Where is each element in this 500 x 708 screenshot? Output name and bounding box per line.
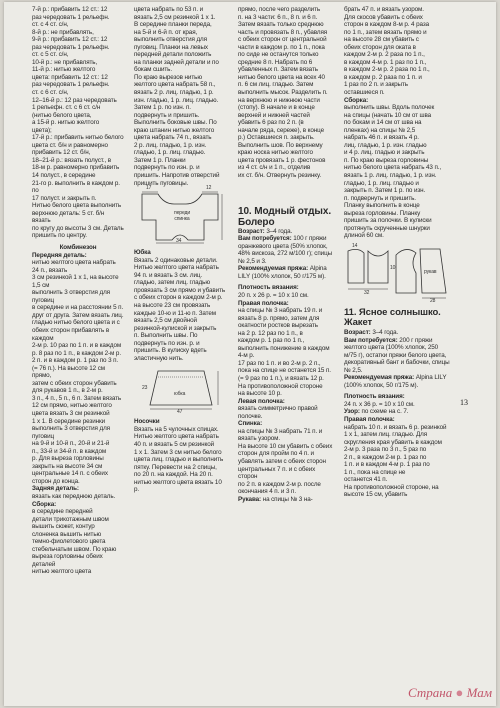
- bolero-label-14: 14: [352, 242, 358, 249]
- column-4: [344, 6, 450, 499]
- jacket-opposite-side: На противоположной стороне, на высоте 15 см, убавить: [344, 483, 439, 499]
- bolero-yarn: Рекомендуемая пряжа: Alpina LILY (100% хлопок, 50 г/175 м).: [238, 265, 327, 280]
- front-part-text: нитью желтого цвета набрать 24 п., вязать 3 см резинкой 1 х 1, на высоте 1,5 см выполнить 3 отверстия для пуговиц в середине и на расстоянии 5 п. друг от друга. Затем вязать лиц. гладью нитью белого цвета и с обеих сторон прибавлять в каждом 2-м р. 10 раз по 1 п. и в каждом р. 8 раз по 1 п., в каждом 2-м р. 2 п. и в каждом р. 1 раз по 3 п. (= 76 п.). На высоте 12 см прямо, затем с обеих сторон убавить для рукавов 1 п., в 2-м р. 3 п., 4 п., 5 п., 6 п. Затем вязать 12 см прямо, нитью желтого цвета вязать 3 см резинкой 1 х 1. В середине резинки выполнить 3 отверстия для пуговиц на 9-й и 10-й п., 20-й и 21-й п., 33-й и 34-й п. в каждом р. Для выреза горловины закрыть на высоте 34 см центральные 14 п. с обеих сторон до конца.: [32, 259, 124, 485]
- right-front-title: Правая полочка:: [238, 299, 289, 307]
- assembly-title: Сборка:: [32, 500, 57, 508]
- jacket-yarn: Рекомендуемая пряжа: Alpina LILY (100% хлопок, 50 г/175 м).: [344, 374, 447, 389]
- col3-intro: прямо, после чего разделить п. на 3 части: 6 п., 8 п. и 6 п. Затем вязать только среднюю часть и провязать 8 п., убавляя с обеих сторон от центральной части в каждом р. по 1 п., пока по сиде не останутся только средние 8 п. Набрать по 6 убавленных п. Затем вязать нитью белого цвета на всех 40 п. 6 см лиц. гладью. Затем выполнить мысок. Разделить п. на верхнюю и нижнюю части (стопу). В начале и в конце верхней и нижней частей убавить 6 раз по 2 п. (в начале ряда, сереже), в конце р.) Оставшиеся п. закрыть. Выполнить шов. По верхнему краю носка нитью желтого цвета провязать 1 р. фестонов из 4 ст. с/н и 1 п., отделив их ст. б/н. Отвернуть резинку.: [238, 6, 328, 180]
- bolero-age: Возраст: 3–4 года.: [238, 227, 293, 235]
- page-number: 13: [460, 398, 468, 407]
- left-front-text: вязать симметрично правой полочке.: [238, 405, 318, 420]
- jumpsuit-pattern-sketch: [134, 185, 226, 246]
- section-title-bolero: 10. Модный отдых. Болеро: [238, 205, 331, 228]
- column-1: [32, 6, 124, 576]
- assembly-text: в середине передней детали трикотажным швом вышить сюжет, контур слоненка вышить нитью темно-фиолетового цвета стебельчатым швом. По краю выреза горловины обеих деталей нитью желтого цвета: [32, 508, 117, 576]
- jacket-materials: Вам потребуется: 200 г пряжи желтого цвета (100% хлопок, 250 м/75 г), остатки пряжи белого цвета, декоративный бант и бабочки, спицы № 2,5.: [344, 336, 450, 374]
- jacket-density: Плотность вязания: 24 п. х 36 р. = 10 х 10 см.: [344, 393, 415, 408]
- bolero-label-10: 10: [390, 264, 396, 271]
- bolero-label-28: 28: [430, 297, 436, 304]
- skirt-pattern-sketch: [134, 365, 226, 415]
- section-title-jumpsuit: Комбинезон: [59, 243, 97, 251]
- sketch-label-top-right: 12: [206, 185, 212, 192]
- magazine-page: [4, 2, 496, 706]
- jacket-right-front-title: Правая полочка:: [344, 415, 395, 423]
- sketch-label-top-left: 17: [146, 185, 152, 192]
- left-front-title: Левая полочка:: [238, 397, 285, 405]
- skirt-label-name: юбка: [174, 391, 186, 398]
- bolero-label-sleeve: рукав: [424, 268, 437, 275]
- jacket-pattern: Узор: по схеме на с. 7.: [344, 408, 409, 416]
- bolero-materials: Вам потребуется: 100 г пряжи оранжевого цвета (50% хлопок, 48% вискоза, 272 м/100 г); спицы № 2,5 и 3.: [238, 235, 332, 265]
- bolero-label-32: 32: [364, 289, 370, 296]
- right-front-text: на спицы № 3 набрать 19 п. и вязать 8 р. прямо, затем для окатности ростков вырезать на 2 р. 12 раз по 1 п., в каждом р. 1 раз по 1 п., выполнить понижение в каждом 4-м р. 17 раз по 1 п. и во 2-м р. 2 п., пока на спице не останется 15 п. (= 9 раз по 1 п.), и вязать 12 р. На противоположной стороне на высоте 10 р.: [238, 307, 331, 398]
- bolero-assembly-text: выполнить швы. Вдоль полочек на спицы (начать 10 см от шва по бокам и 14 см от шва на пленках) на спицы № 2,5 набрать 46 п. и вязать 4 р. лиц. гладью, 1 р. изн. гладью и 4 р. лиц. гладью и закрыть п. По краю выреза горловины нитью белого цвета набрать 43 п., вязать 1 р. лиц. гладью, 1 р. изн. гладью, 1 р. лиц. гладью и закрыть п. Затем 1 р. по изн. п. подвернуть и пришить. Планку выполнить в конце выреза горловины. Планку пришить за полочки. В кулиски протянуть скрученные шнурки длиной 60 см.: [344, 104, 442, 240]
- sleeves-text: Рукава: на спицы № 3 на-: [238, 495, 313, 503]
- skirt-label-width: 47: [177, 409, 183, 416]
- socks-title: Носочки: [134, 418, 160, 426]
- col2-intro: цвета набрать по 53 п. и вязать 2,5 см резинкой 1 х 1. В середине планки переда, на 5-й и 6-й п. от края, выполнить отверстия для пуговиц. Планки на левых передней детали положить на планки задней детали и по бокам сшить. По краю вырезов нитью желтого цвета набрать 58 п., вязать 2 р. лиц. гладью, 1 р. изн. гладью, 1 р. лиц. гладью. Затем 1 р. по изн. п. подвернуть и пришить. Выполнить боковые швы. По краю штанин нитью желтого цвета набрать 74 п., вязать 2 р. лиц. гладью, 1 р. изн. гладью, 1 р. лиц. гладью. Затем 1 р. Планки подвернуть по изн. р. и пришить. Напротив отверстий пришить пуговицы.: [134, 6, 220, 187]
- col1-intro: 7-й р.: прибавить 12 ст.: 12 раз чередовать 1 рельефн. ст. с 4 ст. с/н, 8-й р.: не прибавлять, 9-й р.: прибавить 12 ст.: 12 раз чередовать 1 рельефн. ст. с 5 ст. с/н, 10-й р.: не прибавлять, 11-й р.: нитью желтого цвета: прибавить 12 ст.: 12 раз чередовать 1 рельефн. ст. с 6 ст. с/н, 12–16-й р.: 12 раз чередовать 1 рельефн. ст. с 6 ст. с/н (нитью белого цвета, а 15-й р. нитью желтого цвета); 17-й р.: прибавить нитью белого цвета ст. б/н и равномерно прибавить 12 ст. б/н, 18–21-й р.: вязать полуст., в 18-м р. равномерно прибавить 14 полуст., в середине 21-го р. выполнить в каждом р. по 17 полуст. и закрыть п. Нитью белого цвета выполнить верхнюю деталь: 5 ст. б/н вязать по кругу до высоты 3 см. Деталь пришить по центру.: [32, 6, 124, 240]
- column-2: [134, 6, 226, 494]
- sketch-label-bottom: 34: [176, 238, 182, 245]
- sketch-label-center: переди спинка: [173, 210, 191, 223]
- bolero-pattern-sketch: [344, 243, 450, 305]
- jacket-age: Возраст: 3–4 года.: [344, 328, 399, 336]
- skirt-label-height: 23: [142, 385, 148, 392]
- back-part-text: вязать как переднюю деталь.: [32, 493, 116, 500]
- skirt-pattern-drawing: [134, 365, 226, 415]
- section-title-jacket: 11. Ясное солнышко. Жакет: [344, 306, 441, 329]
- socks-text: Вязать на 5 чулочных спицах. Нитью желтого цвета набрать 40 п. и вязать 5 см резинкой 1 х 1. Затем 3 см нитью белого цвета лиц. гладью и выполнить пятку. Перевести на 2 спицы, по 20 п. на каждой. На 20 п. нитью желтого цвета вязать 10 р.: [134, 425, 224, 494]
- bolero-density: Плотность вязания: 20 п. х 26 р. = 10 х 10 см.: [238, 284, 309, 299]
- column-3: [238, 6, 334, 503]
- back-title: Спинка:: [238, 420, 263, 428]
- col4-intro: брать 47 п. и вязать узором. Для скосов убавить с обеих сторон в каждом 8-м р. 4 раза по 1 п., затем вязать прямо и на высоте 28 см убавить с обеих сторон для оката в каждом 2-м р. 2 раза по 1 п., в каждом 4-м р. 1 раз по 1 п., в каждом 2-м р. 2 раза по 1 п., в каждом р. 2 раза по 1 п. и 1 раз по 2 п. и закрыть оставшиеся п.: [344, 6, 430, 97]
- back-part-title: Задняя деталь:: [32, 485, 79, 493]
- bolero-assembly-title: Сборка:: [344, 96, 369, 104]
- back-text: на спицы № 3 набрать 71 п. и вязать узором. На высоте 10 см убавить с обеих сторон для пройм по 4 п. и убавлять затем с обеих сторон центральных 7 п. и с обеих сторон по 2 п. в каждом 2-м р. после окончания 4 п. и 3 п.: [238, 427, 333, 496]
- jacket-right-front-text: набрать 10 п. и вязать 6 р. резинкой 1 х 1, затем лиц. гладью. Для скругления края убавить в каждом 2-м р. 3 раза по 3 п., 5 раз по 2 п., в каждом 2-м р. 1 раз по 1 п. и в каждом 4-м р. 1 раз по 1 п., пока на спице не останется 41 п.: [344, 423, 447, 484]
- skirt-text: Вязать 2 одинаковые детали. Нитью желтого цвета набрать 94 п. и вязать 3 см. лиц. гладью, затем лиц. гладью провязать 3 см прямо и убавить с обеих сторон в каждом 2-м р. на высоте 23 см провязать каждые 10-ю и 11-ю п. Затем вязать 2,5 см двойной резинкой-кулиской и закрыть п. Выполнить швы. По подвернуть по изн. р. и пришить. В кулиску вдеть эластичную нить.: [134, 256, 226, 362]
- skirt-title: Юбка: [134, 249, 151, 257]
- front-part-title: Передняя деталь:: [32, 251, 87, 259]
- watermark-logo: Страна ● Мам: [408, 685, 493, 700]
